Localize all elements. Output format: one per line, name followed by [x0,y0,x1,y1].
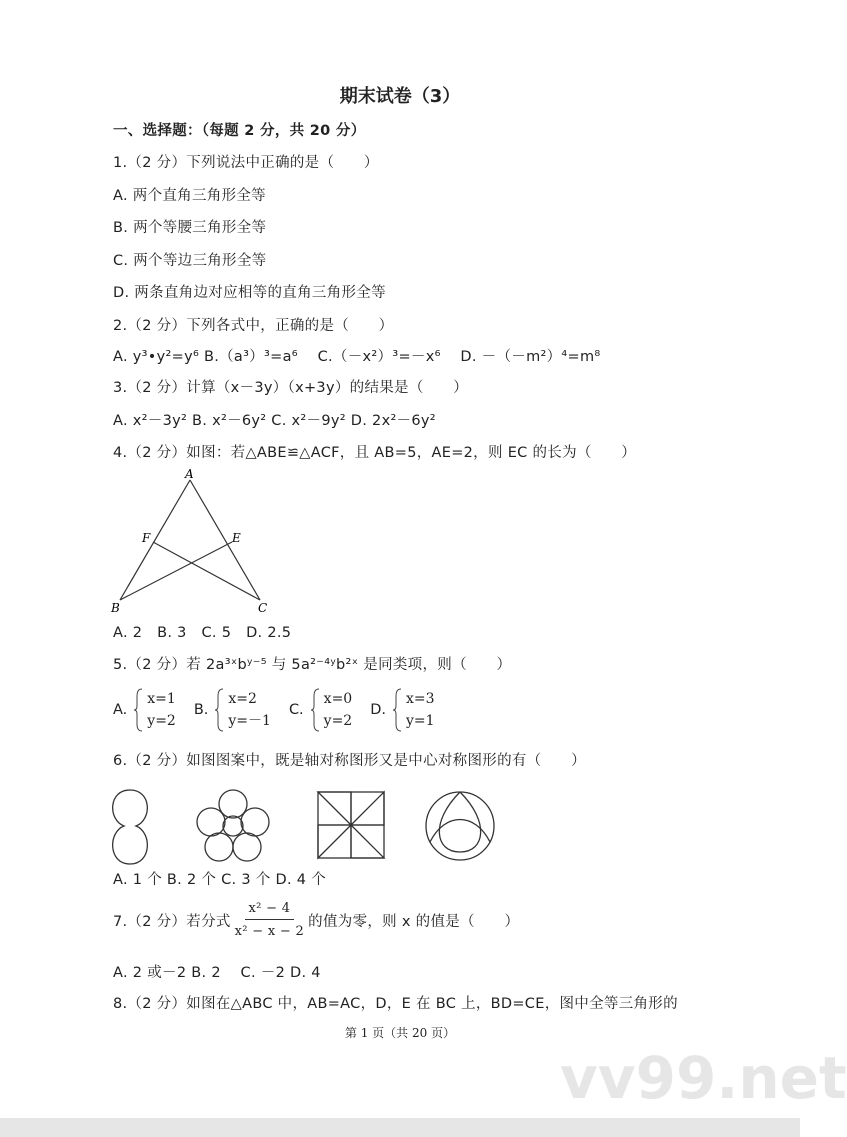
label-c: C [258,601,268,615]
q5-d-x: x=3 [406,691,435,707]
brace-icon [392,688,402,732]
q5-c-label: C. [288,702,304,718]
q7-options: A. 2 或－2 B. 2 C. －2 D. 4 [113,965,321,981]
q5-a-y: y=2 [147,713,176,729]
figure-double-leaf [113,790,148,864]
q5-options [113,688,453,732]
q7-stem-pre: 7.（2 分）若分式 [113,913,231,930]
question-3: 3.（2 分）计算（x－3y）（x+3y）的结果是（ ） [113,380,469,396]
q5-option-b [194,688,271,732]
question-2: 2.（2 分）下列各式中，正确的是（ ） [113,318,394,334]
q5-a-x: x=1 [147,691,176,707]
label-f: F [142,531,151,545]
q6-options: A. 1 个 B. 2 个 C. 3 个 D. 4 个 [113,872,327,888]
label-e: E [232,531,241,545]
brace-icon [133,688,143,732]
question-7 [113,900,519,940]
fraction [233,900,306,940]
q2-options: A. y³•y²=y⁶ B.（a³）³=a⁶ C.（－x²）³=－x⁶ D. －（－m²）⁴=m⁸ [113,349,601,365]
q1-option-b: B. 两个等腰三角形全等 [113,220,267,236]
brace-icon [214,688,224,732]
q5-b-y: y=－1 [228,713,271,729]
q7-stem-post: 的值为零，则 x 的值是（ ） [308,913,520,930]
triangle-figure [105,466,285,618]
figure-flower [197,790,269,861]
q5-c-x: x=0 [323,691,353,707]
question-6: 6.（2 分）如图图案中，既是轴对称图形又是中心对称图形的有（ ） [113,753,586,769]
question-4: 4.（2 分）如图：若△ABE≌△ACF，且 AB=5，AE=2，则 EC 的长为（ ） [113,445,637,461]
label-b: B [111,601,120,615]
q1-option-c: C. 两个等边三角形全等 [113,253,267,269]
symmetry-figures [100,782,520,872]
q5-d-y: y=1 [406,713,435,729]
q5-c-y: y=2 [323,713,353,729]
q4-options: A. 2 B. 3 C. 5 D. 2.5 [113,625,292,641]
q5-option-a [113,688,176,732]
denominator: x² − x − 2 [234,924,305,939]
q5-a-label: A. [113,702,128,718]
q5-b-x: x=2 [228,691,257,707]
page-title: 期末试卷（3） [339,86,461,107]
q5-option-d [370,688,434,732]
figure-trefoil [426,792,494,860]
q5-d-label: D. [370,702,386,718]
numerator: x² − 4 [245,900,295,920]
watermark: vv99.net [560,1044,847,1112]
brace-icon [310,688,320,732]
q5-option-c [289,688,352,732]
q1-option-d: D. 两条直角边对应相等的直角三角形全等 [113,285,386,301]
question-1: 1.（2 分）下列说法中正确的是（ ） [113,155,379,171]
section-heading: 一、选择题：（每题 2 分，共 20 分） [113,123,366,139]
question-8: 8.（2 分）如图在△ABC 中，AB=AC，D，E 在 BC 上，BD=CE，图中全等三角形的 [113,996,678,1012]
question-5: 5.（2 分）若 2a³ˣbʸ⁻⁵ 与 5a²⁻⁴ʸb²ˣ 是同类项，则（ ） [113,657,512,673]
q3-options: A. x²－3y² B. x²－6y² C. x²－9y² D. 2x²－6y² [113,413,436,429]
q1-option-a: A. 两个直角三角形全等 [113,188,266,204]
label-a: A [185,467,194,481]
page-bottom-edge [0,1118,800,1137]
figure-pinwheel [318,792,384,858]
page-footer: 第 1 页（共 20 页） [344,1026,456,1040]
q5-b-label: B. [193,702,209,718]
